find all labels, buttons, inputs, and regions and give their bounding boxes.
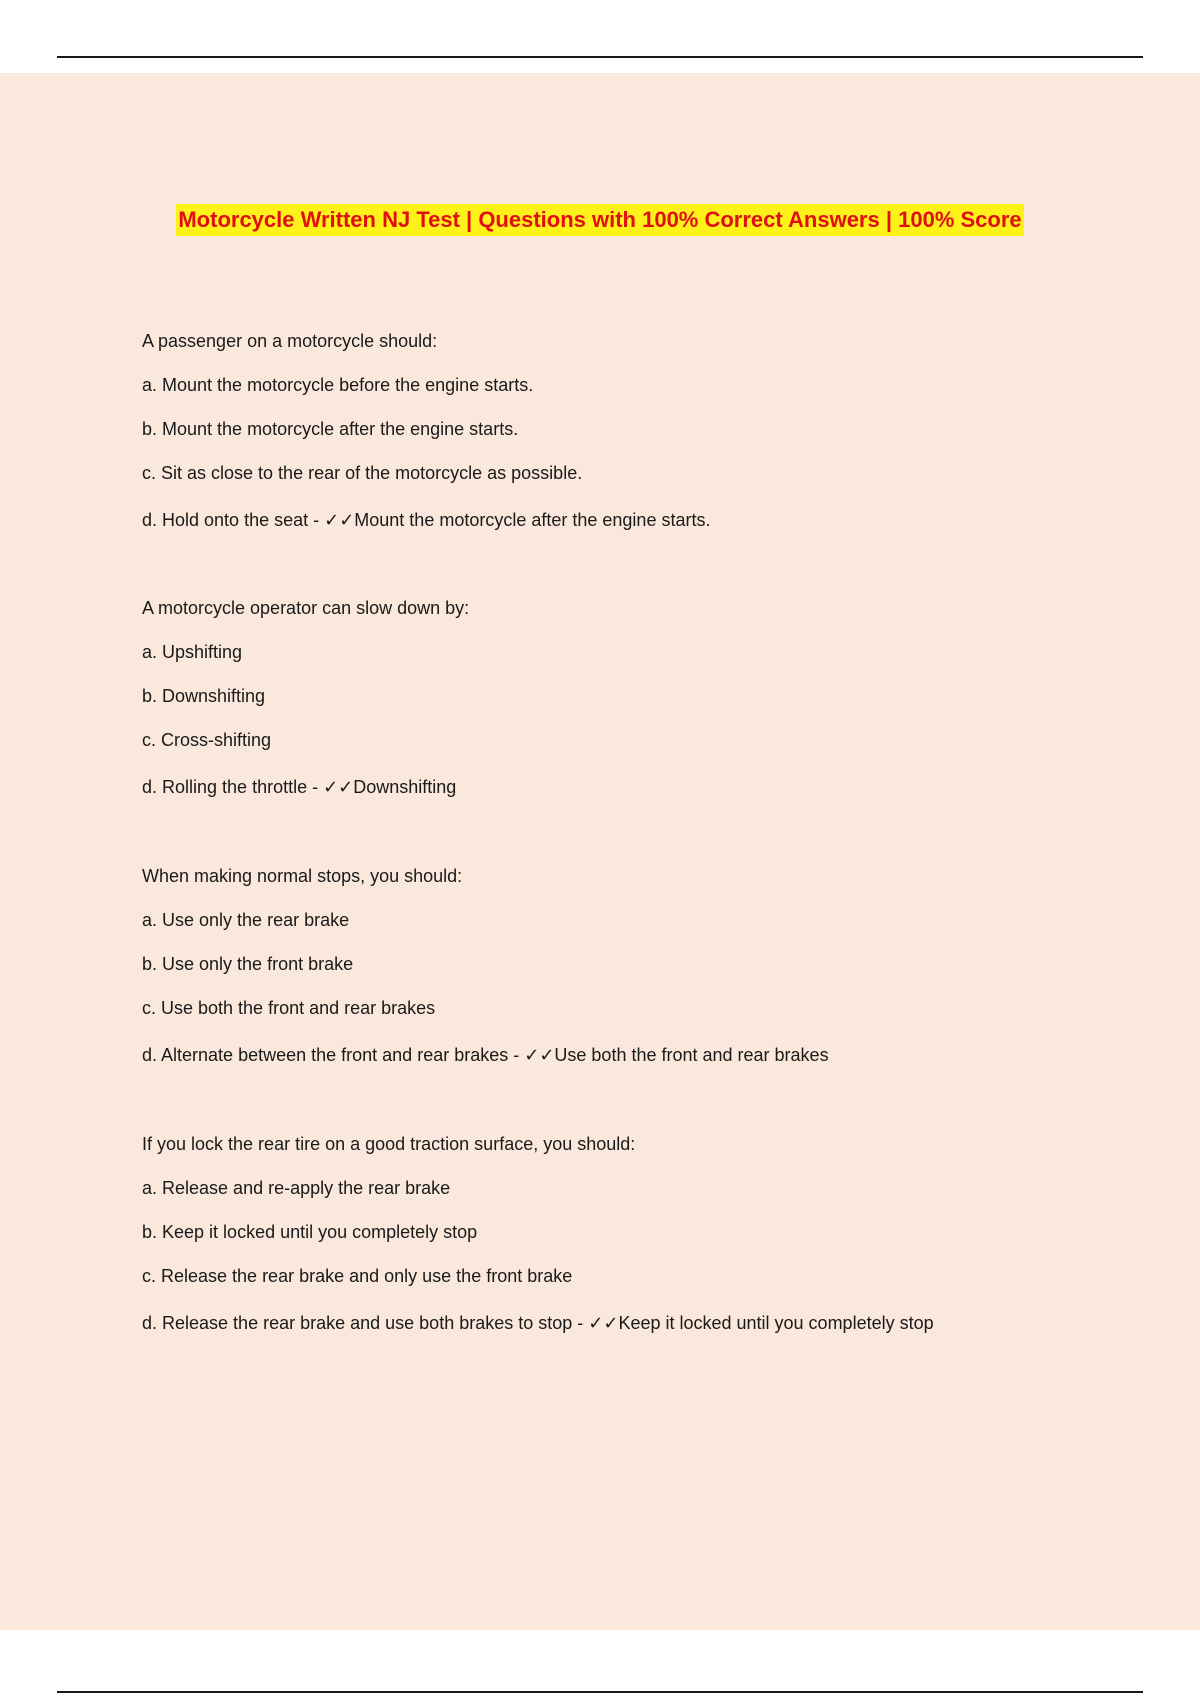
option-c: c. Sit as close to the rear of the motorcycle as possible. [142,463,583,483]
option-a: a. Upshifting [142,642,243,662]
correct-answer: Keep it locked until you completely stop [618,1313,934,1333]
correct-answer: Use both the front and rear brakes [554,1045,829,1065]
option-c: c. Cross-shifting [142,730,272,750]
checkmark-icon: ✓✓ [588,1313,619,1334]
option-b: b. Keep it locked until you completely stop [142,1222,478,1242]
document-page [0,73,1200,1630]
option-d: d. Alternate between the front and rear brakes - [142,1045,525,1065]
option-a: a. Use only the rear brake [142,910,350,930]
option-a: a. Mount the motorcycle before the engine starts. [142,375,534,395]
footer-rule [57,1691,1143,1693]
question-prompt: When making normal stops, you should: [142,866,463,886]
option-d: d. Hold onto the seat - [142,510,325,530]
option-d-with-answer [142,776,456,798]
option-d-with-answer [142,1044,829,1066]
title-container [0,204,1200,236]
checkmark-icon: ✓✓ [323,777,354,798]
correct-answer: Mount the motorcycle after the engine starts. [354,510,711,530]
option-a: a. Release and re-apply the rear brake [142,1178,451,1198]
question-prompt: If you lock the rear tire on a good traction surface, you should: [142,1134,636,1154]
option-b: b. Downshifting [142,686,266,706]
option-d: d. Release the rear brake and use both brakes to stop - [142,1313,589,1333]
option-c: c. Release the rear brake and only use the front brake [142,1266,573,1286]
document-title: Motorcycle Written NJ Test | Questions with 100% Correct Answers | 100% Score [176,204,1023,236]
question-prompt: A passenger on a motorcycle should: [142,331,438,351]
option-d-with-answer [142,509,710,531]
checkmark-icon: ✓✓ [324,510,355,531]
header-rule [57,56,1143,58]
question-prompt: A motorcycle operator can slow down by: [142,598,470,618]
option-d: d. Rolling the throttle - [142,777,324,797]
option-d-with-answer [142,1312,934,1334]
checkmark-icon: ✓✓ [524,1045,555,1066]
option-b: b. Use only the front brake [142,954,354,974]
option-c: c. Use both the front and rear brakes [142,998,436,1018]
option-b: b. Mount the motorcycle after the engine starts. [142,419,519,439]
correct-answer: Downshifting [353,777,457,797]
